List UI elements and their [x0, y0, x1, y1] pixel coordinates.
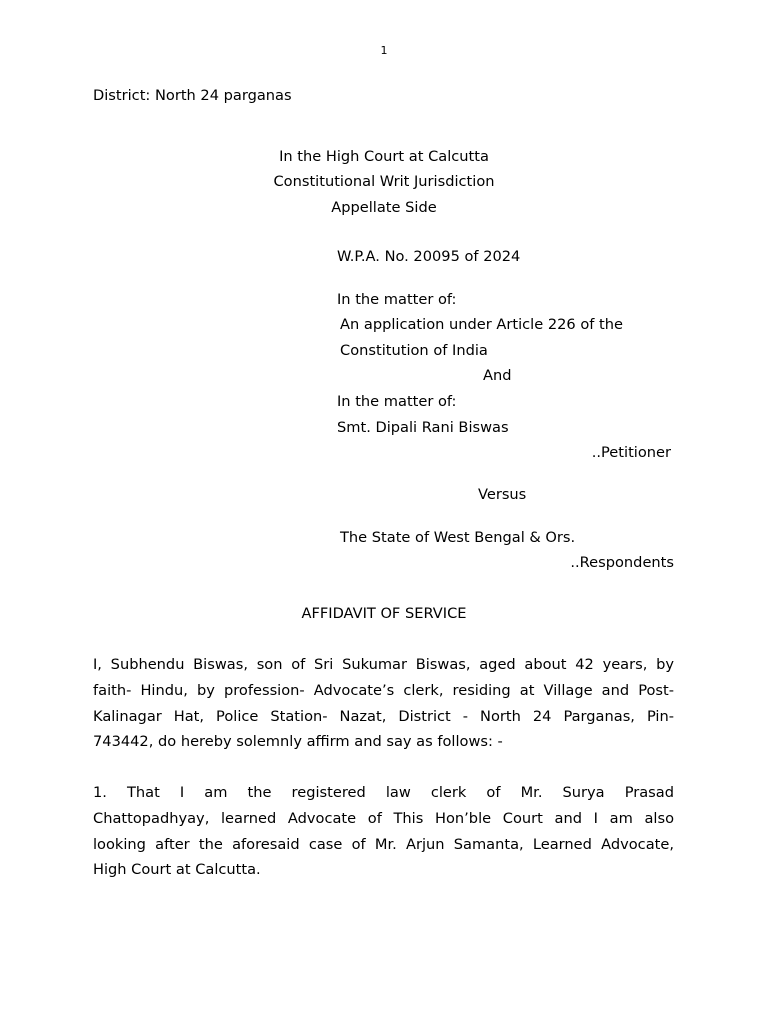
para1-line-3: looking after the aforesaid case of Mr. Arjun Samanta, Learned Advocate, [93, 835, 674, 853]
petitioner-role: ..Petitioner [591, 444, 671, 461]
page-number: 1 [380, 44, 388, 57]
intro-line-1: I, Subhendu Biswas, son of Sri Sukumar Biswas, aged about 42 years, by [93, 656, 674, 673]
petitioner-name: Smt. Dipali Rani Biswas [337, 419, 509, 436]
matter-label-1: In the matter of: [337, 291, 457, 308]
district-line: District: North 24 parganas [93, 87, 292, 104]
paragraph-1 [93, 780, 674, 883]
intro-paragraph [93, 652, 674, 755]
and-conjunction: And [483, 367, 512, 384]
para1-line-1: 1. That I am the registered law clerk of Mr. Surya Prasad [93, 784, 674, 801]
matter-label-2: In the matter of: [337, 393, 457, 410]
para1-line-2: Chattopadhyay, learned Advocate of This Hon’ble Court and I am also [93, 809, 674, 827]
para1-line-4: High Court at Calcutta. [93, 861, 261, 879]
versus-label: Versus [478, 486, 527, 503]
intro-line-2: faith- Hindu, by profession- Advocate’s clerk, residing at Village and Post- [93, 681, 674, 699]
affidavit-title: AFFIDAVIT OF SERVICE [301, 605, 467, 622]
intro-line-4: 743442, do hereby solemnly affirm and say as follows: - [93, 733, 503, 751]
application-line-1: An application under Article 226 of the [340, 316, 623, 333]
court-side: Appellate Side [331, 199, 437, 216]
intro-line-3: Kalinagar Hat, Police Station- Nazat, District - North 24 Parganas, Pin- [93, 707, 674, 725]
court-name: In the High Court at Calcutta [279, 148, 489, 165]
respondent-name: The State of West Bengal & Ors. [340, 529, 576, 546]
case-number: W.P.A. No. 20095 of 2024 [337, 248, 521, 265]
respondent-role: ..Respondents [570, 554, 674, 571]
application-line-2: Constitution of India [340, 342, 488, 359]
court-jurisdiction: Constitutional Writ Jurisdiction [273, 173, 495, 190]
